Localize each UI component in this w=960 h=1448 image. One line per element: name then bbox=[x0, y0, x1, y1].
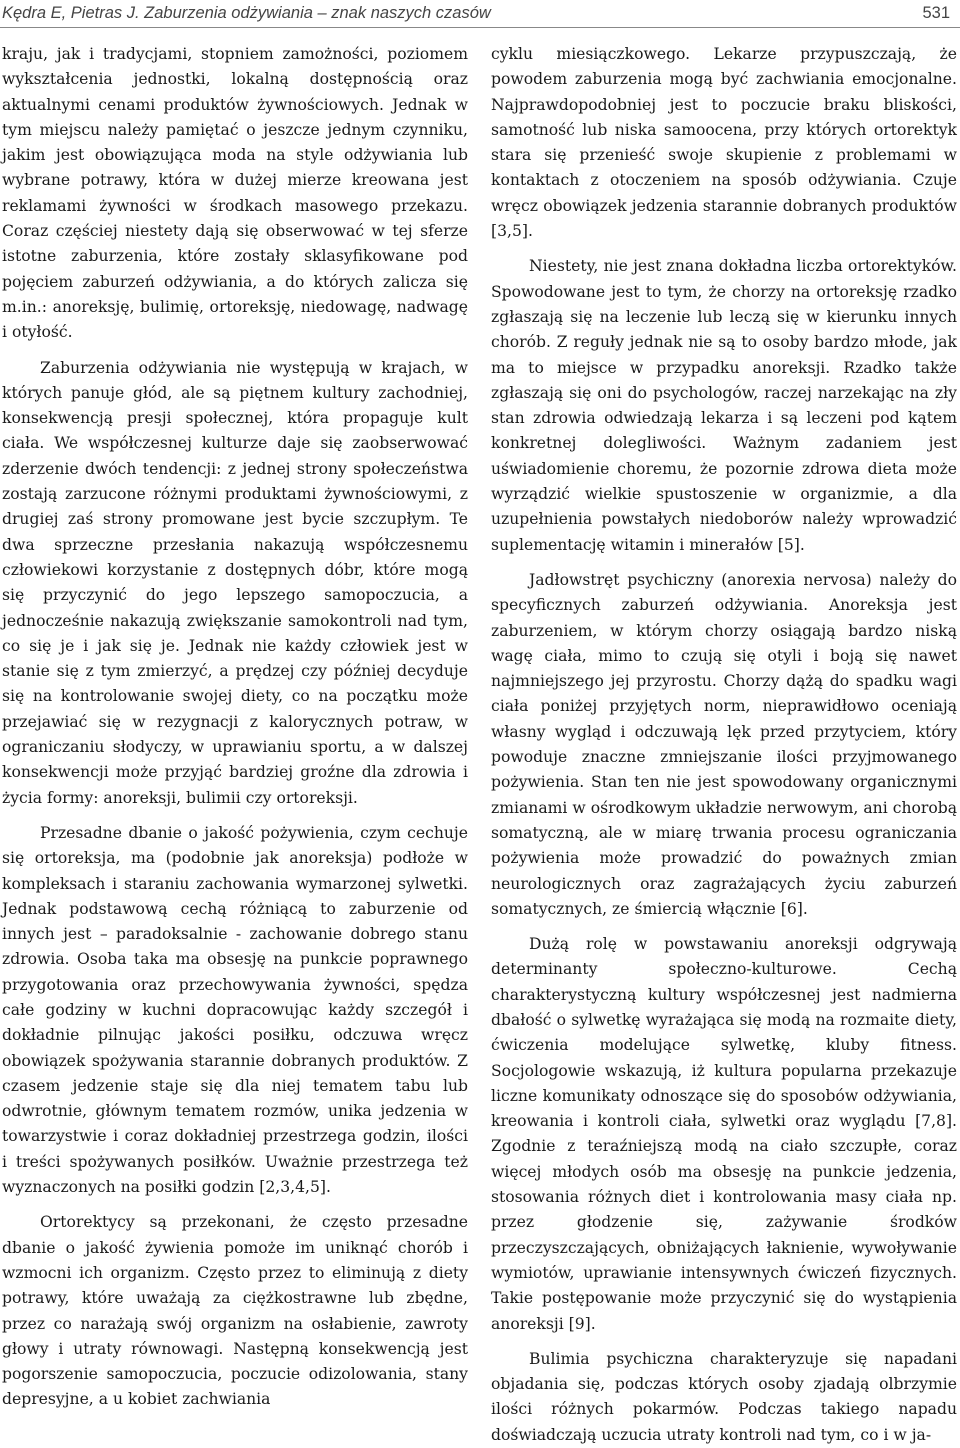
paragraph: kraju, jak i tradycjami, stopniem zamożności, poziomem wykształcenia jednostki, lokalną dostępnością oraz aktualnymi cenami produktów żywnościowych. Jednak w tym miejscu należy pamiętać o jeszcze jednym czynniku, jakim jest obowiązująca moda na style odżywiania lub wybrane potrawy, która w dużej mierze kreowana jest reklamami żywności w środkach masowego przekazu. Coraz częściej niestety dają się obserwować w tej sferze istotne zaburzenia, które zostały sklasyfikowane pod pojęciem zaburzeń odżywiania, a do których zalicza się m.in.: anoreksję, bulimię, ortoreksję, niedowagę, nadwagę i otyłość. bbox=[2, 45, 468, 342]
paragraph: Bulimia psychiczna charakteryzuje się napadani objadania się, podczas których osoby zjadają olbrzymie ilości różnych pokarmów. Podczas takiego napadu doświadczają uczucia utraty kontroli nad tym, co i w ja- bbox=[491, 1349, 957, 1444]
running-header bbox=[0, 0, 960, 27]
paragraph: Dużą rolę w powstawaniu anoreksji odgrywają determinanty społeczno-kulturowe. Cechą charakterystyczną kultury współczesnej jest nadmierna dbałość o sylwetkę wyrażająca się modą na rozmaite diety, ćwiczenia modelujące sylwetkę, kluby fitness. Socjologowie wskazują, iż kultura popularna przekazuje liczne komunikaty odnoszące się do sposobów odżywiania, kreowania i kontroli ciała, sylwetki oraz wyglądu [7,8]. Zgodnie z teraźniejszą modą na ciało szczupłe, coraz więcej młodych osób ma obsesję na punkcie jedzenia, stosowania różnych diet i kontrolowania masy ciała np. przez głodzenie się, zażywanie środków przeczyszczających, obniżających łaknienie, wywoływanie wymiotów, uprawianie intensywnych ćwiczeń fizycznych. Takie postępowanie może przyczynić się do wystąpienia anoreksji [9]. bbox=[491, 935, 957, 1333]
paragraph: Zaburzenia odżywiania nie występują w krajach, w których panuje głód, ale są piętnem kultury zachodniej, konsekwencją presji społecznej, która propaguje kult ciała. We współczesnej kulturze daje się zaobserwować zderzenie dwóch tendencji: z jednej strony społeczeństwa zostają zarzucone różnymi produktami żywnościowymi, z drugiej zaś strony promowane jest bycie szczupłym. Te dwa sprzeczne przesłania nakazują współczesnemu człowiekowi korzystanie z dostępnych dóbr, które mogą się przyczynić do jego lepszego samopoczucia, a jednocześnie nakazują zwiększanie samokontroli nad tym, co się je i jak się je. Jednak nie każdy człowiek jest w stanie się z tym zmierzyć, a prędzej czy później decyduje się na kontrolowanie swojej diety, co na początku może przejawiać się w rezygnacji z kalorycznych potraw, w ograniczaniu słodyczy, w uprawianiu sportu, a w dalszej konsekwencji może przyjąć bardziej groźne dla zdrowia i życia formy: anoreksji, bulimii czy ortoreksji. bbox=[2, 358, 468, 807]
header-rule bbox=[0, 27, 960, 28]
left-column bbox=[2, 42, 468, 1409]
running-title: Kędra E, Pietras J. Zaburzenia odżywiania – znak naszych czasów bbox=[2, 4, 491, 22]
paragraph: cyklu miesiączkowego. Lekarze przypuszczają, że powodem zaburzenia mogą być zachwiania emocjonalne. Najprawdopodobniej jest to poczucie braku bliskości, samotność lub niska samoocena, przy których ortorektyk stara się przenieść swoje skupienie z problemami w kontaktach z otoczeniem na sposób odżywiania. Czuje wręcz obowiązek jedzenia starannie dobranych produktów [3,5]. bbox=[491, 45, 957, 241]
paragraph: Niestety, nie jest znana dokładna liczba ortorektyków. Spowodowane jest to tym, że chorzy na ortoreksję rzadko zgłaszają się na leczenie lub leczą się w kierunku innych chorób. Z reguły jednak nie są to osoby bardzo młode, jak ma to miejsce w przypadku anoreksji. Rzadko także zgłaszają się oni do psychologów, raczej narzekając na zły stan zdrowia odwiedzają lekarza i są leczeni pod kątem konkretnej dolegliwości. Ważnym zadaniem jest uświadomienie choremu, że pozornie zdrowa dieta może wyrządzić wielkie spustoszenie w organizmie, a dla uzupełnienia powstałych niedoborów należy wprowadzić suplementację witamin i minerałów [5]. bbox=[491, 257, 957, 554]
right-column bbox=[491, 42, 957, 1444]
paragraph: Przesadne dbanie o jakość pożywienia, czym cechuje się ortoreksja, ma (podobnie jak anoreksja) podłoże w kompleksach i staraniu zachowania wymarzonej sylwetki. Jednak podstawową cechą różniącą to zaburzenie od innych jest – paradoksalnie - zachowanie dobrego stanu zdrowia. Osoba taka ma obsesję na punkcie poprawnego przygotowania oraz przechowywania żywności, spędza całe godziny w kuchni dopracowując każdy szczegół i dokładnie pilnując jakości posiłku, odczuwa wręcz obowiązek spożywania starannie dobranych produktów. Z czasem jedzenie staje się dla niej tematem tabu lub odwrotnie, głównym tematem rozmów, unika jedzenia w towarzystwie i coraz dokładniej przestrzega godzin, ilości i treści spożywanych posiłków. Uważnie przestrzega też wyznaczonych na posiłki godzin [2,3,4,5]. bbox=[2, 823, 468, 1197]
paragraph: Jadłowstręt psychiczny (anorexia nervosa) należy do specyficznych zaburzeń odżywiania. Anoreksja jest zaburzeniem, w którym chorzy osiągają bardzo niską wagę ciała, mimo to czują się otyli i boją się nawet najmniejszego jej przyrostu. Chorzy dążą do spadku wagi ciała poniżej przyjętych norm, nieprawidłowo oceniają własny wygląd i odczuwają lęk przed przytyciem, który powoduje znaczne zmniejszanie ilości przyjmowanego pożywienia. Stan ten nie jest spowodowany organicznymi zmianami w ośrodkowym układzie nerwowym, ani chorobą somatyczną, ale w miarę trwania procesu ograniczania pożywienia może prowadzić do poważnych zmian neurologicznych oraz zagrażających życiu zaburzeń somatycznych, ze śmiercią włącznie [6]. bbox=[491, 570, 957, 918]
page-number: 531 bbox=[922, 4, 950, 22]
paragraph: Ortorektycy są przekonani, że często przesadne dbanie o jakość żywienia pomoże im uniknąć chorób i wzmocni ich organizm. Często przez to eliminują z diety potrawy, które uważają za ciężkostrawne lub zbędne, przez co narażają swój organizm na osłabienie, zawroty głowy i utraty równowagi. Następną konsekwencją jest pogorszenie samopoczucia, poczucie odizolowania, stany depresyjne, a u kobiet zachwiania bbox=[2, 1213, 468, 1409]
